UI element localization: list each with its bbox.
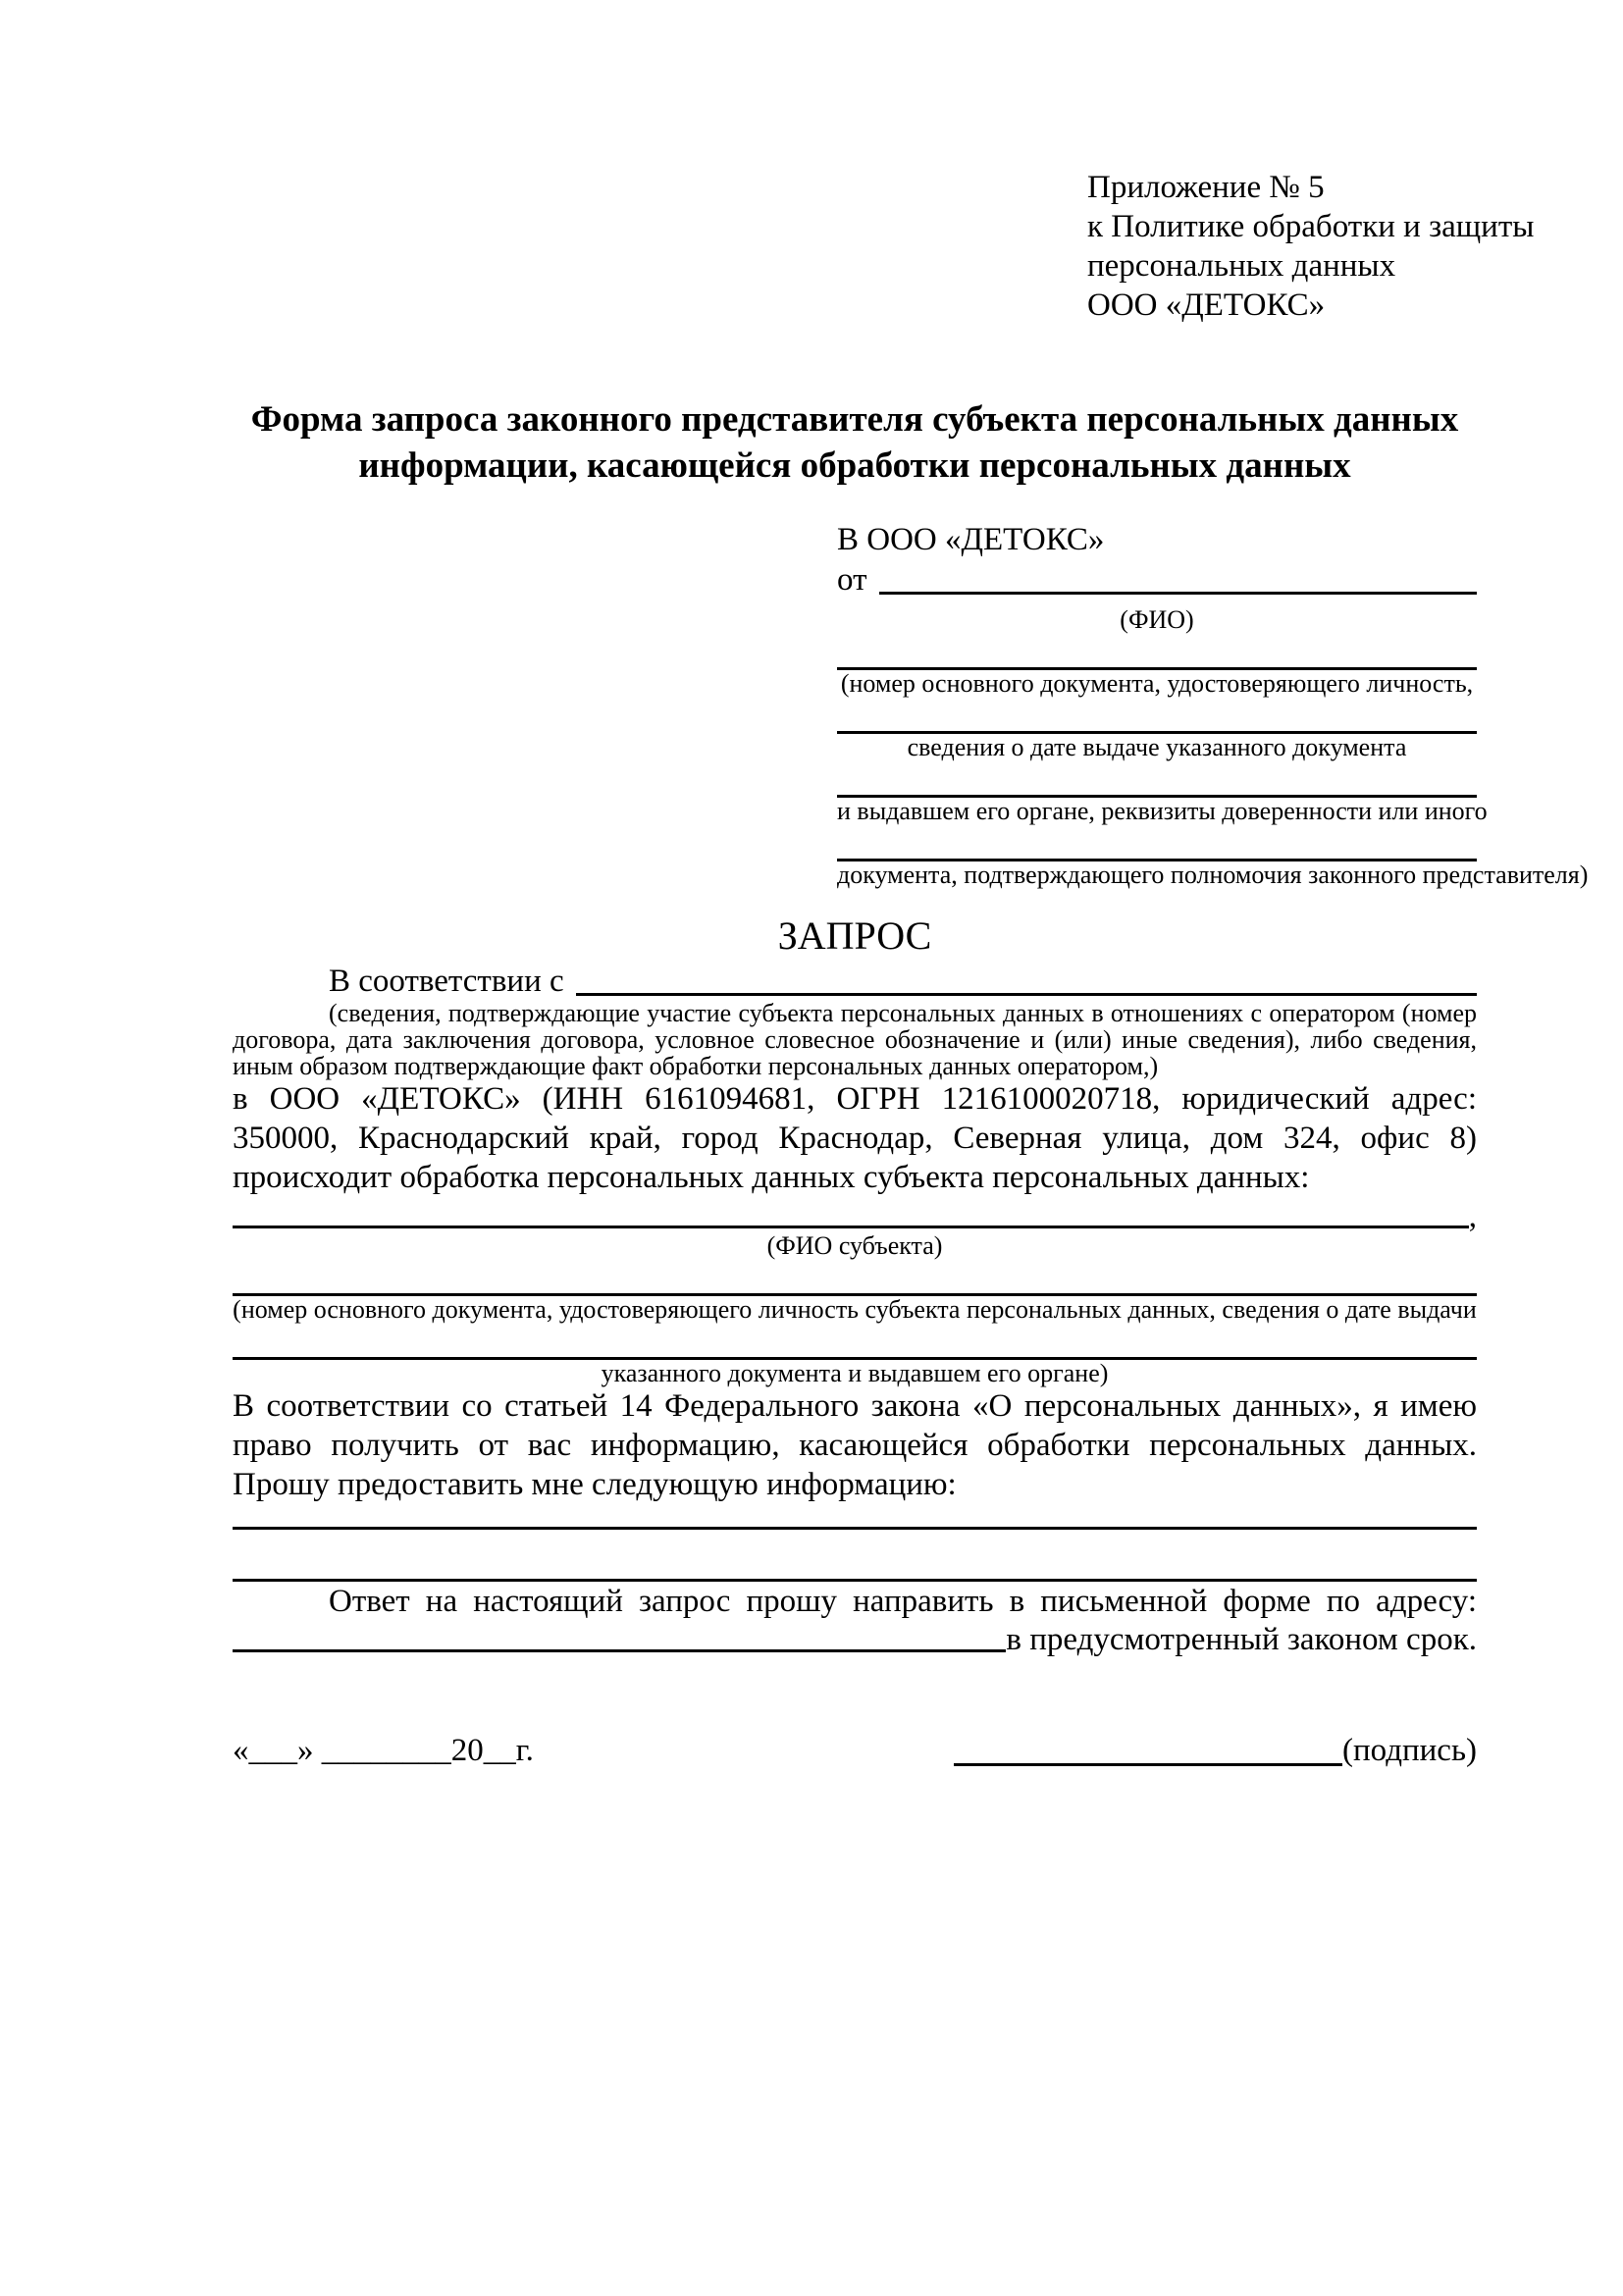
information-fill-line[interactable] (233, 1530, 1477, 1582)
document-title-line: Форма запроса законного представителя субъекта персональных данных (250, 399, 1459, 440)
subject-doc-caption: указанного документа и выдавшем его органе) (601, 1359, 1109, 1387)
representative-doc-fill-line[interactable] (837, 824, 1477, 861)
fio-fill-line[interactable] (879, 592, 1478, 595)
subject-fio-fill-line[interactable] (233, 1226, 1469, 1228)
appendix-header-line: ООО «ДЕТОКС» (1087, 287, 1326, 323)
reply-paragraph: Ответ на настоящий запрос прошу направить в письменной форме по адресу: (329, 1584, 1477, 1619)
fio-caption: (ФИО) (1120, 605, 1194, 634)
appendix-header-line: Приложение № 5 (1087, 170, 1325, 205)
representative-doc-fill-line[interactable] (837, 633, 1477, 670)
accordance-fill-line[interactable] (576, 993, 1477, 996)
trailing-comma: , (1468, 1199, 1477, 1234)
representative-doc-caption: и выдавшем его органе, реквизиты доверенности или иного (837, 797, 1488, 825)
subject-doc-fill-line[interactable] (233, 1259, 1477, 1296)
from-label: от (837, 562, 867, 598)
accordance-caption: (сведения, подтверждающие участие субъекта персональных данных в отношениях с оператором (номер договора, дата заключения договора, условное словесное обозначение и (или) иные сведения), либо сведения, иным образом подтверждающие факт обработки персональных данных оператором,) (233, 999, 1477, 1080)
document-title (233, 396, 1477, 489)
representative-doc-caption: (номер основного документа, удостоверяющего личность, (840, 669, 1474, 698)
addressee-block (837, 520, 1589, 889)
reply-address-fill-line[interactable] (233, 1649, 1006, 1652)
representative-doc-fill-line[interactable] (837, 760, 1477, 798)
reply-address-row (233, 1621, 1477, 1656)
subject-fio-caption: (ФИО субъекта) (766, 1231, 943, 1260)
accordance-label: В соответствии с (329, 964, 564, 999)
signature-group (954, 1731, 1477, 1770)
representative-doc-fill-line[interactable] (837, 697, 1477, 734)
signature-footer (233, 1731, 1477, 1770)
subject-doc-fill-line[interactable] (233, 1323, 1477, 1360)
appendix-header-line: к Политике обработки и защиты (1087, 209, 1535, 244)
representative-doc-caption: документа, подтверждающего полномочия законного представителя) (837, 861, 1589, 889)
date-line: «___» ________20__г. (233, 1733, 534, 1768)
operator-paragraph: в ООО «ДЕТОКС» (ИНН 6161094681, ОГРН 1216100020718, юридический адрес: 350000, Краснодарский край, город Краснодар, Северная улица, дом 324, офис 8) происходит обработка персональных данных субъекта персональных данных: (233, 1081, 1477, 1195)
information-fill-line[interactable] (233, 1510, 1477, 1530)
representative-doc-caption: сведения о дате выдаче указанного документа (907, 733, 1407, 761)
signature-caption: (подпись) (1342, 1733, 1477, 1768)
from-row (837, 559, 1477, 599)
subject-fio-row (233, 1197, 1477, 1232)
appendix-header-line: персональных данных (1087, 248, 1396, 284)
accordance-row (233, 961, 1477, 1000)
document-title-line: информации, касающейся обработки персональных данных (358, 445, 1351, 486)
subject-doc-caption: (номер основного документа, удостоверяющего личность субъекта персональных данных, сведения о дате выдачи (233, 1295, 1477, 1324)
appendix-header (1087, 168, 1535, 325)
reply-tail: в предусмотренный законом срок. (1006, 1622, 1477, 1657)
addressee-to: В ООО «ДЕТОКС» (837, 522, 1105, 557)
signature-fill-line[interactable] (954, 1763, 1342, 1766)
request-heading: ЗАПРОС (777, 913, 932, 958)
law-paragraph: В соответствии со статьей 14 Федерального закона «О персональных данных», я имею право получить от вас информацию, касающейся обработки персональных данных. Прошу предоставить мне следующую информацию: (233, 1388, 1477, 1502)
